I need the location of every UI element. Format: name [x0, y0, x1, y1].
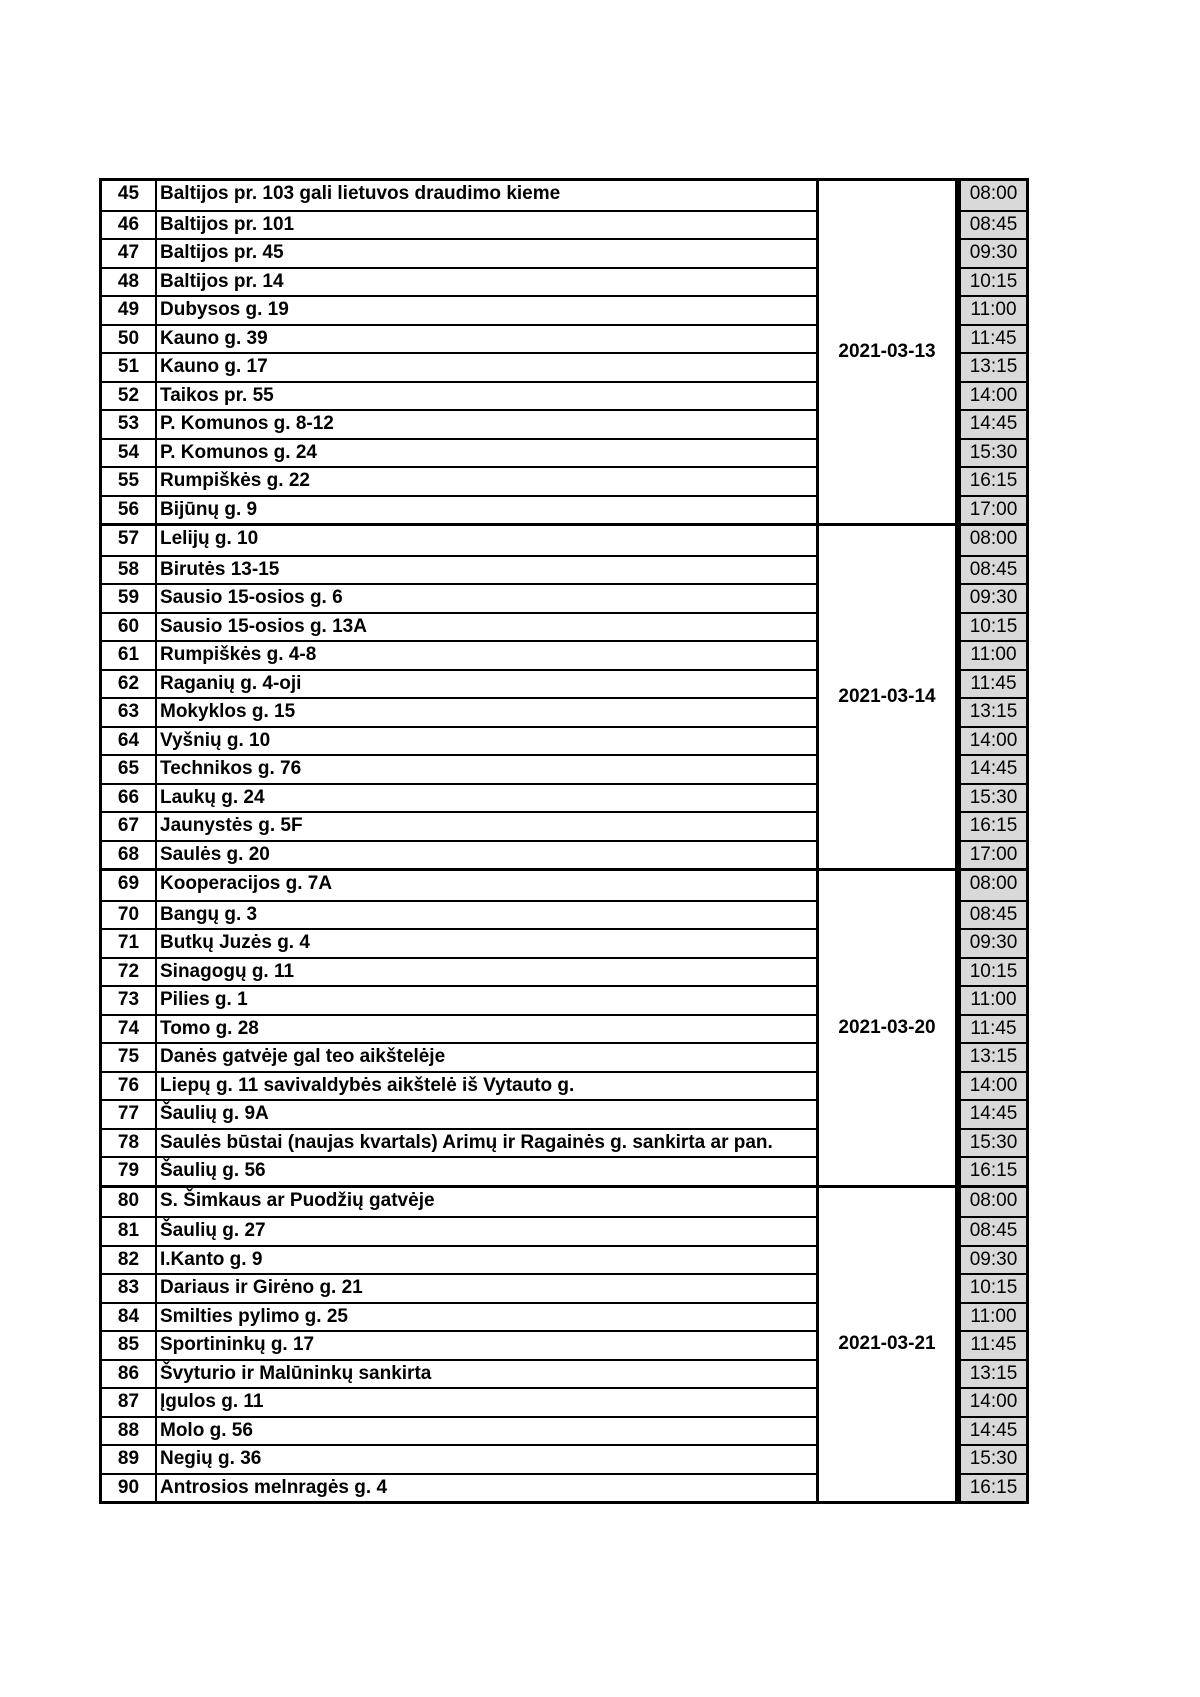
- row-address: S. Šimkaus ar Puodžių gatvėje: [160, 1189, 435, 1211]
- row-time: 14:45: [961, 754, 1026, 783]
- address-column-block: [99, 871, 819, 1185]
- row-time: 17:00: [961, 495, 1026, 524]
- row-number: 67: [102, 813, 157, 840]
- row-address: Baltijos pr. 45: [160, 242, 284, 263]
- table-row: [102, 526, 816, 555]
- row-time: 08:45: [961, 210, 1026, 239]
- row-address: Baltijos pr. 14: [160, 270, 284, 292]
- group-date: 2021-03-20: [819, 871, 958, 1185]
- schedule-table: [99, 178, 1029, 1504]
- table-row: [102, 669, 816, 698]
- table-row: [102, 1387, 816, 1416]
- address-column-block: [99, 181, 819, 523]
- table-row: [102, 1330, 816, 1359]
- row-number: 81: [102, 1218, 157, 1245]
- row-time: 13:15: [961, 697, 1026, 726]
- row-address: Šaulių g. 27: [160, 1220, 266, 1241]
- row-time: 11:45: [961, 669, 1026, 698]
- time-column-block: [958, 871, 1029, 1185]
- row-time: 11:00: [961, 295, 1026, 324]
- row-time: 11:00: [961, 1302, 1026, 1331]
- row-address: Molo g. 56: [160, 1419, 253, 1441]
- row-address: Bijūnų g. 9: [160, 498, 258, 520]
- row-address: Sinagogų g. 11: [160, 960, 295, 982]
- row-number: 63: [102, 699, 157, 726]
- row-number: 89: [102, 1446, 157, 1473]
- row-number: 90: [102, 1475, 157, 1502]
- table-row: [102, 640, 816, 669]
- row-time: 08:00: [969, 528, 1018, 549]
- address-column-block: [99, 1188, 819, 1502]
- row-number: 56: [102, 497, 157, 524]
- table-row: [102, 1245, 816, 1274]
- row-time: 08:45: [961, 900, 1026, 929]
- table-row: [102, 1473, 816, 1502]
- row-number: 82: [102, 1247, 157, 1274]
- row-address: Antrosios melnragės g. 4: [160, 1476, 388, 1498]
- table-row: [102, 466, 816, 495]
- time-column-block: [958, 526, 1029, 868]
- table-row: [102, 381, 816, 410]
- row-number: 61: [102, 642, 157, 669]
- row-address: Butkų Juzės g. 4: [160, 932, 310, 953]
- row-time: 14:45: [961, 1099, 1026, 1128]
- table-row: [102, 555, 816, 584]
- table-row: [102, 1071, 816, 1100]
- row-number: 60: [102, 614, 157, 641]
- row-time: 09:30: [961, 1245, 1026, 1274]
- row-time: 13:15: [961, 352, 1026, 381]
- row-time: 13:15: [961, 1042, 1026, 1071]
- row-address: Kooperacijos g. 7A: [160, 873, 333, 894]
- row-address: Baltijos pr. 101: [160, 213, 295, 235]
- row-time: 15:30: [961, 1128, 1026, 1157]
- row-number: 57: [102, 526, 157, 555]
- row-address: Technikos g. 76: [160, 758, 302, 779]
- row-time: 14:45: [961, 1416, 1026, 1445]
- row-time: 16:15: [961, 466, 1026, 495]
- row-time: 10:15: [961, 1273, 1026, 1302]
- row-time: 11:45: [961, 324, 1026, 353]
- row-address: Birutės 13-15: [160, 558, 280, 580]
- table-row: [102, 295, 816, 324]
- table-row: [102, 583, 816, 612]
- row-time: 08:00: [969, 873, 1018, 894]
- row-number: 47: [102, 240, 157, 267]
- row-address: Dariaus ir Girėno g. 21: [160, 1277, 363, 1298]
- table-row: [102, 1188, 816, 1217]
- row-time: 14:00: [961, 381, 1026, 410]
- row-number: 75: [102, 1044, 157, 1071]
- table-row: [102, 495, 816, 524]
- row-time: 10:15: [961, 267, 1026, 296]
- row-time: 14:00: [961, 1387, 1026, 1416]
- row-address: Saulės g. 20: [160, 843, 270, 865]
- row-number: 52: [102, 383, 157, 410]
- row-time: 11:00: [961, 640, 1026, 669]
- row-time: 08:45: [961, 1216, 1026, 1245]
- table-row: [102, 238, 816, 267]
- row-number: 55: [102, 468, 157, 495]
- row-address: I.Kanto g. 9: [160, 1248, 263, 1270]
- table-row: [102, 1128, 816, 1157]
- table-row: [102, 1273, 816, 1302]
- table-row: [102, 726, 816, 755]
- row-address: Sausio 15-osios g. 6: [160, 587, 343, 608]
- row-address: Raganių g. 4-oji: [160, 672, 302, 694]
- table-row: [102, 985, 816, 1014]
- row-time: 08:45: [961, 555, 1026, 584]
- row-address: Sausio 15-osios g. 13A: [160, 615, 367, 637]
- row-number: 77: [102, 1101, 157, 1128]
- row-time: 16:15: [961, 811, 1026, 840]
- row-number: 58: [102, 557, 157, 584]
- row-address: Kauno g. 39: [160, 327, 268, 349]
- row-number: 85: [102, 1332, 157, 1359]
- group-date: 2021-03-14: [819, 526, 958, 868]
- table-row: [102, 1099, 816, 1128]
- row-time: 15:30: [961, 783, 1026, 812]
- row-number: 65: [102, 756, 157, 783]
- address-column-block: [99, 526, 819, 868]
- row-number: 53: [102, 411, 157, 438]
- row-address: Jaunystės g. 5F: [160, 815, 303, 836]
- row-address: Kauno g. 17: [160, 356, 268, 377]
- row-address: Šaulių g. 9A: [160, 1103, 269, 1124]
- row-number: 74: [102, 1016, 157, 1043]
- row-address: Vyšnių g. 10: [160, 729, 271, 751]
- row-time: 14:00: [961, 1071, 1026, 1100]
- table-row: [102, 267, 816, 296]
- row-time: 09:30: [961, 238, 1026, 267]
- row-address: Baltijos pr. 103 gali lietuvos draudimo kieme: [160, 183, 561, 204]
- row-number: 51: [102, 354, 157, 381]
- row-number: 70: [102, 902, 157, 929]
- row-number: 80: [102, 1188, 157, 1217]
- row-number: 83: [102, 1275, 157, 1302]
- table-row: [102, 900, 816, 929]
- row-address: Mokyklos g. 15: [160, 701, 296, 722]
- date-group: [99, 1185, 1029, 1505]
- row-address: Saulės būstai (naujas kvartals) Arimų ir Ragainės g. sankirta ar pan.: [160, 1131, 773, 1153]
- row-time: 17:00: [961, 840, 1026, 869]
- row-number: 73: [102, 987, 157, 1014]
- table-row: [102, 871, 816, 900]
- row-time: 09:30: [961, 583, 1026, 612]
- row-time: 08:00: [969, 1189, 1018, 1211]
- row-address: Švyturio ir Malūninkų sankirta: [160, 1362, 432, 1384]
- table-row: [102, 1156, 816, 1185]
- row-address: Įgulos g. 11: [160, 1391, 264, 1412]
- table-row: [102, 1042, 816, 1071]
- row-time: 16:15: [961, 1473, 1026, 1502]
- row-address: Dubysos g. 19: [160, 299, 289, 320]
- row-number: 79: [102, 1158, 157, 1185]
- row-time: 15:30: [961, 438, 1026, 467]
- row-time: 10:15: [961, 612, 1026, 641]
- row-number: 45: [102, 181, 157, 210]
- row-time: 11:45: [961, 1014, 1026, 1043]
- table-row: [102, 210, 816, 239]
- table-row: [102, 1216, 816, 1245]
- row-number: 54: [102, 440, 157, 467]
- table-row: [102, 324, 816, 353]
- row-number: 66: [102, 785, 157, 812]
- row-number: 49: [102, 297, 157, 324]
- time-column-block: [958, 1188, 1029, 1502]
- table-row: [102, 181, 816, 210]
- row-number: 68: [102, 842, 157, 869]
- table-row: [102, 1359, 816, 1388]
- row-time: 14:45: [961, 409, 1026, 438]
- table-row: [102, 612, 816, 641]
- group-date: 2021-03-21: [819, 1188, 958, 1502]
- row-number: 48: [102, 269, 157, 296]
- row-number: 87: [102, 1389, 157, 1416]
- row-address: Negių g. 36: [160, 1448, 262, 1469]
- row-address: Lelijų g. 10: [160, 528, 259, 549]
- row-number: 78: [102, 1130, 157, 1157]
- row-number: 69: [102, 871, 157, 900]
- table-row: [102, 840, 816, 869]
- date-group: [99, 178, 1029, 523]
- row-address: Šaulių g. 56: [160, 1160, 266, 1181]
- row-number: 76: [102, 1073, 157, 1100]
- row-time: 11:00: [961, 985, 1026, 1014]
- date-group: [99, 523, 1029, 868]
- row-address: Danės gatvėje gal teo aikštelėje: [160, 1046, 446, 1067]
- row-time: 11:45: [961, 1330, 1026, 1359]
- row-number: 86: [102, 1361, 157, 1388]
- table-row: [102, 783, 816, 812]
- row-address: P. Komunos g. 24: [160, 441, 317, 463]
- table-row: [102, 352, 816, 381]
- row-address: Pilies g. 1: [160, 989, 248, 1010]
- table-row: [102, 409, 816, 438]
- row-address: Bangų g. 3: [160, 903, 258, 925]
- row-number: 50: [102, 326, 157, 353]
- table-row: [102, 1302, 816, 1331]
- row-address: Smilties pylimo g. 25: [160, 1305, 348, 1327]
- row-number: 72: [102, 959, 157, 986]
- row-number: 59: [102, 585, 157, 612]
- table-row: [102, 697, 816, 726]
- row-number: 46: [102, 212, 157, 239]
- row-time: 09:30: [961, 928, 1026, 957]
- row-time: 13:15: [961, 1359, 1026, 1388]
- row-number: 62: [102, 671, 157, 698]
- row-number: 64: [102, 728, 157, 755]
- row-address: Rumpiškės g. 22: [160, 470, 310, 491]
- date-group: [99, 868, 1029, 1185]
- row-address: Taikos pr. 55: [160, 384, 274, 406]
- group-date: 2021-03-13: [819, 181, 958, 523]
- row-address: Laukų g. 24: [160, 786, 265, 808]
- table-row: [102, 928, 816, 957]
- row-address: Sportininkų g. 17: [160, 1334, 315, 1355]
- table-row: [102, 811, 816, 840]
- row-address: P. Komunos g. 8-12: [160, 413, 334, 434]
- table-row: [102, 1444, 816, 1473]
- row-time: 08:00: [969, 183, 1018, 204]
- row-address: Liepų g. 11 savivaldybės aikštelė iš Vytauto g.: [160, 1074, 575, 1096]
- row-time: 15:30: [961, 1444, 1026, 1473]
- row-number: 88: [102, 1418, 157, 1445]
- row-address: Tomo g. 28: [160, 1017, 259, 1039]
- row-time: 10:15: [961, 957, 1026, 986]
- time-column-block: [958, 181, 1029, 523]
- table-row: [102, 754, 816, 783]
- table-row: [102, 1416, 816, 1445]
- row-number: 71: [102, 930, 157, 957]
- row-address: Rumpiškės g. 4-8: [160, 644, 317, 665]
- table-row: [102, 1014, 816, 1043]
- row-number: 84: [102, 1304, 157, 1331]
- table-row: [102, 438, 816, 467]
- row-time: 14:00: [961, 726, 1026, 755]
- row-time: 16:15: [961, 1156, 1026, 1185]
- table-row: [102, 957, 816, 986]
